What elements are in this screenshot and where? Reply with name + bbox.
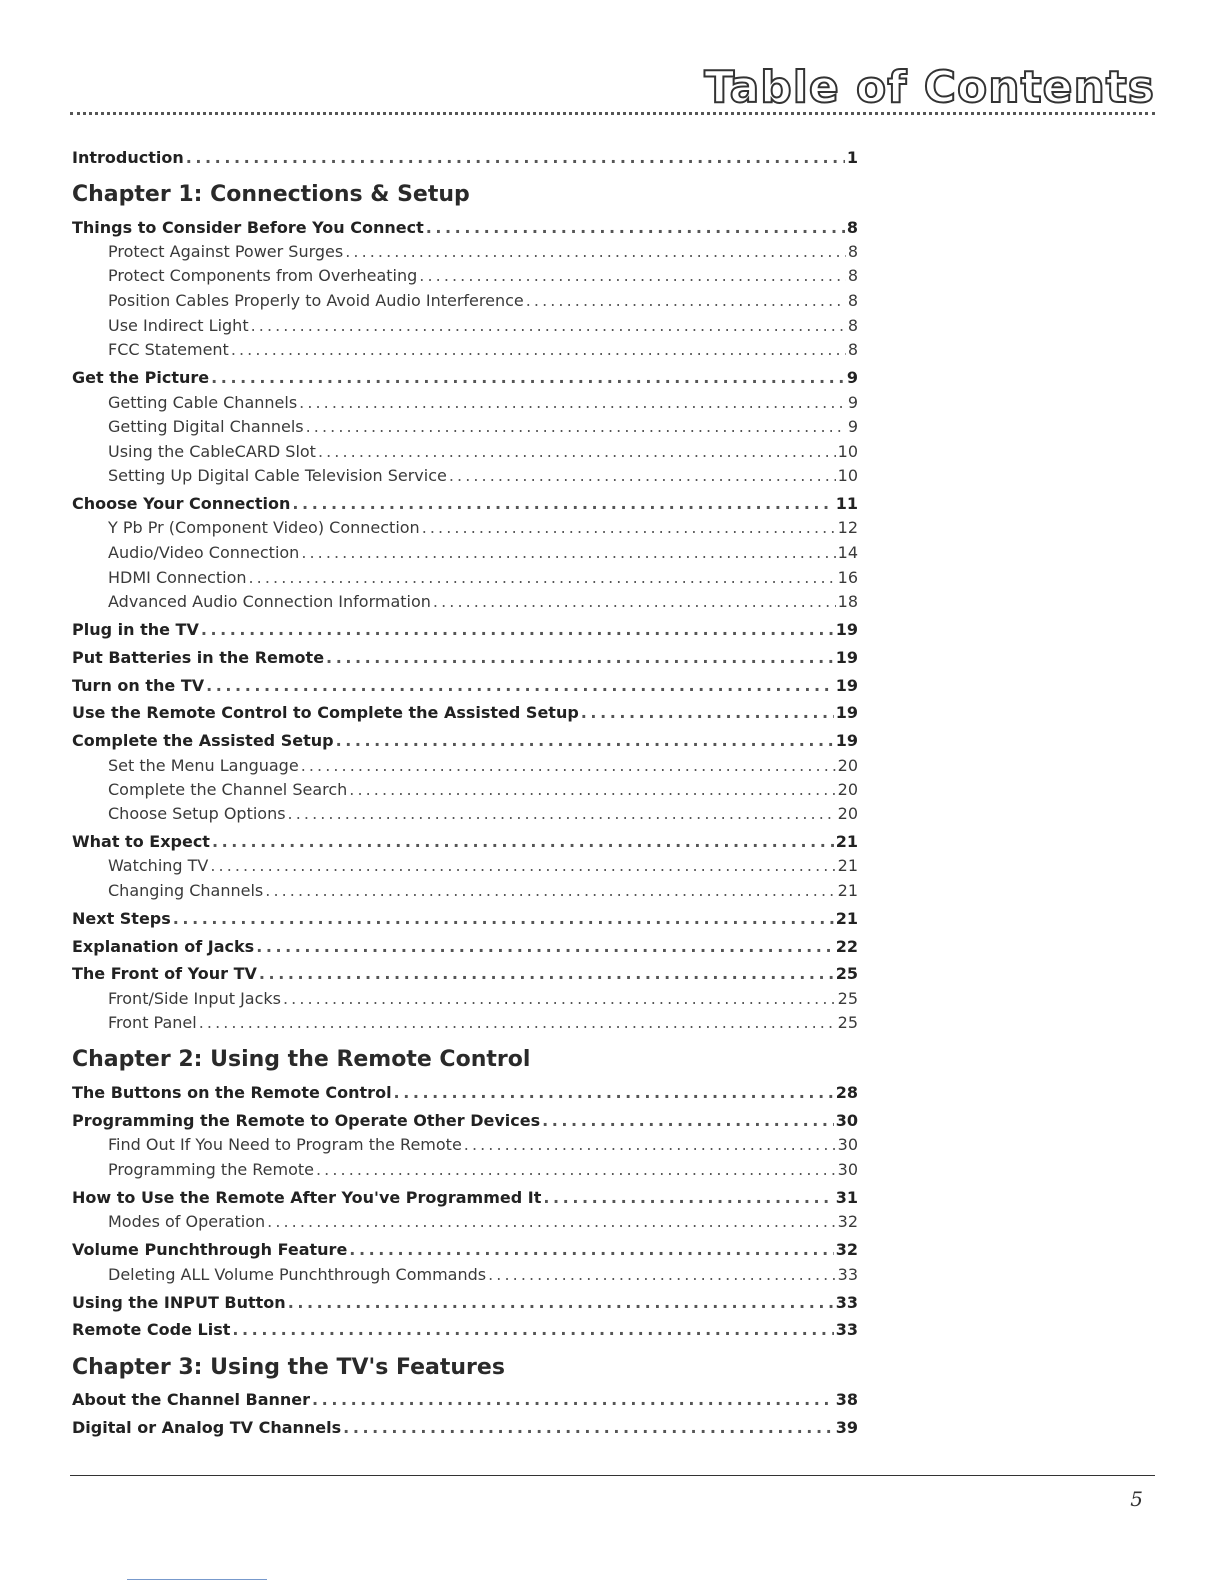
toc-entry-label: Getting Cable Channels bbox=[108, 393, 298, 412]
dot-leader bbox=[265, 883, 835, 899]
toc-entry-label: Set the Menu Language bbox=[108, 756, 299, 775]
toc-entry[interactable] bbox=[72, 1085, 858, 1101]
chapter-heading: Chapter 2: Using the Remote Control bbox=[72, 1047, 531, 1072]
dot-leader bbox=[488, 1267, 836, 1283]
dot-leader bbox=[301, 758, 836, 774]
toc-entry-page: 19 bbox=[835, 703, 858, 722]
toc-entry-label: Programming the Remote to Operate Other Devices bbox=[72, 1111, 541, 1130]
toc-entry-page: 30 bbox=[837, 1135, 858, 1154]
toc-entry[interactable] bbox=[72, 966, 858, 982]
toc-entry-label: HDMI Connection bbox=[108, 568, 247, 587]
dot-leader bbox=[292, 496, 833, 512]
dot-leader bbox=[299, 395, 846, 411]
toc-subentry[interactable] bbox=[72, 1267, 858, 1283]
dot-leader bbox=[422, 520, 836, 536]
toc-entry-label: Digital or Analog TV Channels bbox=[72, 1418, 342, 1437]
dot-leader bbox=[336, 733, 834, 749]
dot-leader bbox=[526, 293, 846, 309]
dot-leader bbox=[210, 858, 835, 874]
toc-entry-label: Explanation of Jacks bbox=[72, 937, 255, 956]
dot-leader bbox=[349, 782, 835, 798]
dot-leader bbox=[232, 1322, 833, 1338]
dot-leader bbox=[581, 705, 834, 721]
toc-entry-page: 31 bbox=[835, 1188, 858, 1207]
toc-entry-label: What to Expect bbox=[72, 832, 210, 851]
dot-leader bbox=[343, 1420, 834, 1436]
toc-entry-page: 10 bbox=[837, 442, 858, 461]
dot-leader bbox=[394, 1085, 834, 1101]
dot-leader bbox=[256, 939, 834, 955]
toc-entry-label: Getting Digital Channels bbox=[108, 417, 304, 436]
toc-entry-label: Using the CableCARD Slot bbox=[108, 442, 316, 461]
toc-subentry[interactable] bbox=[72, 1137, 858, 1153]
toc-entry-page: 10 bbox=[837, 466, 858, 485]
toc-entry-page: 9 bbox=[847, 393, 858, 412]
toc-entry-page: 21 bbox=[837, 856, 858, 875]
dot-leader bbox=[543, 1190, 833, 1206]
dot-leader bbox=[288, 806, 836, 822]
toc-entry[interactable] bbox=[72, 939, 858, 955]
page-title: Table of Contents bbox=[704, 62, 1155, 113]
dot-leader bbox=[231, 342, 846, 358]
toc-entry[interactable] bbox=[72, 1190, 858, 1206]
toc-entry-page: 25 bbox=[835, 964, 858, 983]
toc-subentry[interactable] bbox=[72, 594, 858, 610]
toc-entry-label: Protect Components from Overheating bbox=[108, 266, 418, 285]
toc-subentry[interactable] bbox=[72, 883, 858, 899]
toc-entry[interactable] bbox=[72, 496, 858, 512]
toc-entry-label: Turn on the TV bbox=[72, 676, 205, 695]
toc-entry-label: The Front of Your TV bbox=[72, 964, 257, 983]
toc-subentry[interactable] bbox=[72, 318, 858, 334]
dot-leader bbox=[199, 1015, 836, 1031]
toc-entry[interactable] bbox=[72, 1295, 858, 1311]
toc-subentry[interactable] bbox=[72, 520, 858, 536]
dot-leader bbox=[426, 220, 845, 236]
dot-leader bbox=[249, 570, 836, 586]
toc-subentry[interactable] bbox=[72, 342, 858, 358]
toc-entry-label: Modes of Operation bbox=[108, 1212, 266, 1231]
dot-leader bbox=[449, 468, 836, 484]
toc-entry[interactable] bbox=[72, 1322, 858, 1338]
toc-entry-label: Find Out If You Need to Program the Remote bbox=[108, 1135, 462, 1154]
toc-entry-label: Programming the Remote bbox=[108, 1160, 314, 1179]
toc-entry-label: Deleting ALL Volume Punchthrough Commands bbox=[108, 1265, 487, 1284]
toc-entry-page: 28 bbox=[835, 1083, 858, 1102]
dot-leader bbox=[464, 1137, 836, 1153]
dot-leader bbox=[326, 650, 834, 666]
toc-entry-page: 8 bbox=[847, 266, 858, 285]
toc-entry[interactable] bbox=[72, 678, 858, 694]
toc-entry-label: How to Use the Remote After You've Programmed It bbox=[72, 1188, 542, 1207]
toc-entry-label: Choose Your Connection bbox=[72, 494, 291, 513]
toc-entry[interactable] bbox=[72, 705, 858, 721]
toc-entry-page: 8 bbox=[847, 340, 858, 359]
toc-entry[interactable] bbox=[72, 370, 858, 386]
toc-entry-page: 8 bbox=[847, 242, 858, 261]
toc-entry-page: 30 bbox=[837, 1160, 858, 1179]
toc-entry-page: 25 bbox=[837, 989, 858, 1008]
dot-leader bbox=[349, 1242, 833, 1258]
toc-entry-label: Advanced Audio Connection Information bbox=[108, 592, 431, 611]
toc-entry-page: 9 bbox=[847, 417, 858, 436]
toc-entry-introduction[interactable] bbox=[72, 150, 858, 166]
dot-leader bbox=[301, 545, 835, 561]
toc-entry-label: Changing Channels bbox=[108, 881, 264, 900]
toc-subentry[interactable] bbox=[72, 806, 858, 822]
toc-entry[interactable] bbox=[72, 1420, 858, 1436]
toc-entry-label: Get the Picture bbox=[72, 368, 210, 387]
toc-entry-page: 18 bbox=[837, 592, 858, 611]
dot-leader bbox=[206, 678, 834, 694]
toc-entry-page: 14 bbox=[837, 543, 858, 562]
toc-entry-label: Next Steps bbox=[72, 909, 171, 928]
dot-leader bbox=[201, 622, 834, 638]
toc-entry-page: 21 bbox=[835, 909, 858, 928]
footer-mark bbox=[127, 1579, 267, 1580]
toc-entry-page: 21 bbox=[837, 881, 858, 900]
toc-entry[interactable] bbox=[72, 650, 858, 666]
toc-entry-label: Complete the Channel Search bbox=[108, 780, 348, 799]
toc-entry-page: 19 bbox=[835, 648, 858, 667]
toc-subentry[interactable] bbox=[72, 782, 858, 798]
dot-leader bbox=[212, 834, 834, 850]
toc-entry-page: 32 bbox=[835, 1240, 858, 1259]
header-divider bbox=[70, 112, 1155, 115]
toc-entry[interactable] bbox=[72, 220, 858, 236]
toc-entry[interactable] bbox=[72, 733, 858, 749]
toc-entry-page: 20 bbox=[837, 756, 858, 775]
toc-entry-page: 33 bbox=[835, 1293, 858, 1312]
toc-entry-page: 22 bbox=[835, 937, 858, 956]
dot-leader bbox=[542, 1113, 834, 1129]
dot-leader bbox=[419, 268, 846, 284]
dot-leader bbox=[312, 1392, 834, 1408]
toc-entry-label: Remote Code List bbox=[72, 1320, 231, 1339]
toc-entry-page: 39 bbox=[835, 1418, 858, 1437]
toc-entry-page: 9 bbox=[846, 368, 858, 387]
toc-entry-page: 8 bbox=[847, 291, 858, 310]
toc-entry-label: Plug in the TV bbox=[72, 620, 199, 639]
toc-entry-page: 1 bbox=[846, 148, 858, 167]
toc-entry-label: Front/Side Input Jacks bbox=[108, 989, 281, 1008]
dot-leader bbox=[345, 244, 846, 260]
toc-entry[interactable] bbox=[72, 622, 858, 638]
toc-entry-page: 11 bbox=[835, 494, 858, 513]
toc-subentry[interactable] bbox=[72, 444, 858, 460]
toc-subentry[interactable] bbox=[72, 468, 858, 484]
toc-entry-label: Things to Consider Before You Connect bbox=[72, 218, 424, 237]
toc-entry-page: 20 bbox=[837, 780, 858, 799]
dot-leader bbox=[211, 370, 845, 386]
toc-entry-label: Y Pb Pr (Component Video) Connection bbox=[108, 518, 420, 537]
toc-entry-label: Complete the Assisted Setup bbox=[72, 731, 334, 750]
toc-entry-page: 33 bbox=[837, 1265, 858, 1284]
toc-entry-label: Put Batteries in the Remote bbox=[72, 648, 325, 667]
toc-subentry[interactable] bbox=[72, 1162, 858, 1178]
toc-entry[interactable] bbox=[72, 1242, 858, 1258]
toc-entry-label: Using the INPUT Button bbox=[72, 1293, 286, 1312]
toc-entry-label: The Buttons on the Remote Control bbox=[72, 1083, 392, 1102]
chapter-heading: Chapter 1: Connections & Setup bbox=[72, 182, 470, 207]
toc-entry[interactable] bbox=[72, 1392, 858, 1408]
toc-entry-label: FCC Statement bbox=[108, 340, 229, 359]
toc-entry-label: Front Panel bbox=[108, 1013, 197, 1032]
dot-leader bbox=[267, 1214, 835, 1230]
toc-entry-label: Use the Remote Control to Complete the Assisted Setup bbox=[72, 703, 579, 722]
toc-subentry[interactable] bbox=[72, 1214, 858, 1230]
dot-leader bbox=[318, 444, 836, 460]
toc-subentry[interactable] bbox=[72, 570, 858, 586]
footer-divider bbox=[70, 1475, 1155, 1476]
toc-entry-page: 19 bbox=[835, 731, 858, 750]
toc-entry-label: Volume Punchthrough Feature bbox=[72, 1240, 348, 1259]
toc-entry-label: Use Indirect Light bbox=[108, 316, 249, 335]
dot-leader bbox=[306, 419, 846, 435]
toc-entry-page: 19 bbox=[835, 620, 858, 639]
toc-subentry[interactable] bbox=[72, 293, 858, 309]
toc-subentry[interactable] bbox=[72, 395, 858, 411]
toc-entry-page: 8 bbox=[846, 218, 858, 237]
toc-subentry[interactable] bbox=[72, 545, 858, 561]
chapter-heading: Chapter 3: Using the TV's Features bbox=[72, 1355, 505, 1380]
dot-leader bbox=[288, 1295, 834, 1311]
toc-entry-page: 12 bbox=[837, 518, 858, 537]
toc-entry-page: 32 bbox=[837, 1212, 858, 1231]
toc-subentry[interactable] bbox=[72, 1015, 858, 1031]
dot-leader bbox=[433, 594, 836, 610]
toc-entry-label: Choose Setup Options bbox=[108, 804, 286, 823]
toc-entry-label: Setting Up Digital Cable Television Service bbox=[108, 466, 447, 485]
dot-leader bbox=[283, 991, 836, 1007]
toc-subentry[interactable] bbox=[72, 268, 858, 284]
dot-leader bbox=[316, 1162, 836, 1178]
dot-leader bbox=[186, 150, 845, 166]
toc-entry-page: 30 bbox=[835, 1111, 858, 1130]
toc-subentry[interactable] bbox=[72, 244, 858, 260]
toc-subentry[interactable] bbox=[72, 758, 858, 774]
dot-leader bbox=[173, 911, 834, 927]
toc-entry-label: Introduction bbox=[72, 148, 184, 167]
toc-entry-page: 20 bbox=[837, 804, 858, 823]
toc-subentry[interactable] bbox=[72, 991, 858, 1007]
toc-entry-label: Position Cables Properly to Avoid Audio Interference bbox=[108, 291, 524, 310]
toc-entry-label: About the Channel Banner bbox=[72, 1390, 311, 1409]
toc-subentry[interactable] bbox=[72, 858, 858, 874]
toc-entry[interactable] bbox=[72, 1113, 858, 1129]
toc-entry-label: Watching TV bbox=[108, 856, 209, 875]
dot-leader bbox=[259, 966, 834, 982]
toc-entry-page: 19 bbox=[835, 676, 858, 695]
toc-entry-page: 16 bbox=[837, 568, 858, 587]
toc-entry-page: 21 bbox=[835, 832, 858, 851]
toc-entry-label: Audio/Video Connection bbox=[108, 543, 300, 562]
toc-entry-page: 25 bbox=[837, 1013, 858, 1032]
dot-leader bbox=[251, 318, 846, 334]
toc-entry-label: Protect Against Power Surges bbox=[108, 242, 344, 261]
toc-entry-page: 38 bbox=[835, 1390, 858, 1409]
toc-entry-page: 8 bbox=[847, 316, 858, 335]
page-number: 5 bbox=[1130, 1487, 1143, 1511]
toc-entry-page: 33 bbox=[835, 1320, 858, 1339]
toc-subentry[interactable] bbox=[72, 419, 858, 435]
toc-entry[interactable] bbox=[72, 834, 858, 850]
toc-entry[interactable] bbox=[72, 911, 858, 927]
